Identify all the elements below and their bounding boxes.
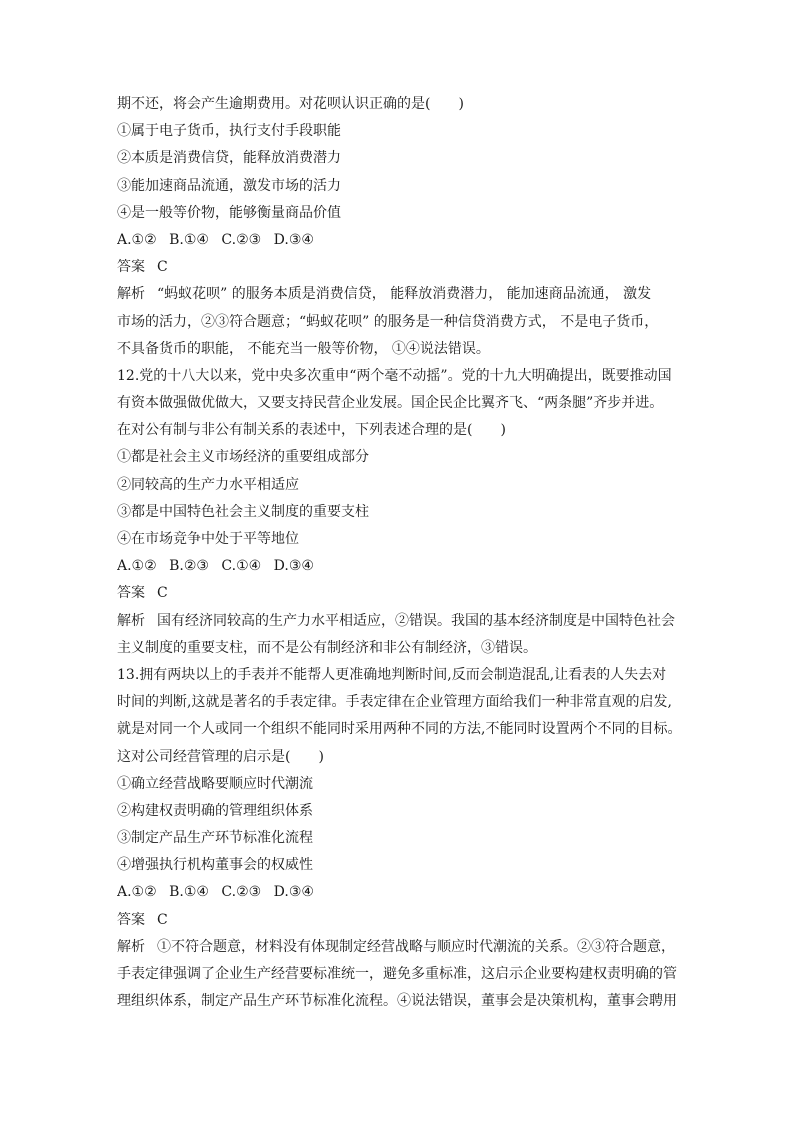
option-d: D.③④ <box>273 884 314 901</box>
analysis-line-2: 主义制度的重要支柱，而不是公有制经济和非公有制经济，③错误。 <box>117 639 537 656</box>
answer-row <box>117 580 682 607</box>
answer-label: 答案 <box>117 585 145 602</box>
option-a: A.①② <box>117 231 157 248</box>
choice-item-2: ②本质是消费信贷，能释放消费潜力 <box>117 150 341 167</box>
option-b: B.①④ <box>169 231 209 248</box>
analysis-line-2: 手表定律强调了企业生产经营要标准统一，避免多重标准，这启示企业要构建权责明确的管 <box>117 966 677 982</box>
analysis-label: 解析 <box>117 612 145 629</box>
option-c: C.②③ <box>221 884 262 901</box>
choice-item-1: ①确立经营战略要顺应时代潮流 <box>117 775 313 792</box>
answer-row <box>117 907 682 934</box>
analysis-text: “蚂蚁花呗” 的服务本质是消费信贷， 能释放消费潜力， 能加速商品流通， 激发 <box>157 286 652 303</box>
answer-value: C <box>157 911 168 928</box>
analysis-line-1 <box>117 608 682 635</box>
analysis-line-3: 不具备货币的职能， 不能充当一般等价物， ①④说法错误。 <box>117 340 490 357</box>
question-stem-line-2: 有资本做强做优做大，又要支持民营企业发展。国企民企比翼齐飞、“两条腿”齐步并进。 <box>117 395 664 412</box>
choice-item-3: ③能加速商品流通，激发市场的活力 <box>117 177 341 194</box>
analysis-line-2: 市场的活力，②③符合题意；“蚂蚁花呗” 的服务是一种信贷消费方式， 不是电子货币， <box>117 313 659 330</box>
choice-item-4: ④在市场竞争中处于平等地位 <box>117 531 299 547</box>
answer-label: 答案 <box>117 259 145 276</box>
answer-value: C <box>157 259 168 276</box>
analysis-label: 解析 <box>117 286 145 303</box>
choice-item-4: ④是一般等价物，能够衡量商品价值 <box>117 204 341 221</box>
option-a: A.①② <box>117 884 157 901</box>
analysis-line-3: 理组织体系，制定产品生产环节标准化流程。④说法错误，董事会是决策机构，董事会聘用 <box>117 993 677 1010</box>
question-11 <box>117 91 682 363</box>
answer-options <box>117 879 682 906</box>
question-stem-line: 期不还，将会产生逾期费用。对花呗认识正确的是( ) <box>117 96 464 112</box>
analysis-line-1 <box>117 281 682 308</box>
question-stem-line-1: 13.拥有两块以上的手表并不能帮人更准确地判断时间,反而会制造混乱,让看表的人失去对 <box>117 666 667 683</box>
choice-item-2: ②构建权责明确的管理组织体系 <box>117 802 313 819</box>
analysis-line-1 <box>117 934 682 961</box>
answer-value: C <box>157 585 168 602</box>
question-stem-line-3: 就是对同一个人或同一个组织不能同时采用两种不同的方法,不能同时设置两个不同的目标。 <box>117 721 682 738</box>
choice-item-1: ①属于电子货币，执行支付手段职能 <box>117 123 341 140</box>
option-b: B.①④ <box>169 884 209 901</box>
answer-options <box>117 227 682 254</box>
question-stem-line-2: 时间的判断,这就是著名的手表定律。手表定律在企业管理方面给我们一种非常直观的启发, <box>117 694 672 711</box>
option-c: C.②③ <box>221 231 262 248</box>
choice-item-3: ③制定产品生产环节标准化流程 <box>117 830 313 847</box>
answer-row <box>117 254 682 281</box>
question-12 <box>117 363 682 662</box>
answer-options <box>117 553 682 580</box>
question-stem-line-1: 12.党的十八大以来，党中央多次重申“两个毫不动摇”。党的十九大明确提出，既要推动国 <box>117 367 672 384</box>
question-13 <box>117 662 682 1015</box>
analysis-text: ①不符合题意，材料没有体现制定经营战略与顺应时代潮流的关系。②③符合题意， <box>157 938 675 955</box>
option-b: B.②③ <box>169 558 209 575</box>
choice-item-4: ④增强执行机构董事会的权威性 <box>117 857 313 874</box>
answer-label: 答案 <box>117 911 145 928</box>
choice-item-2: ②同较高的生产力水平相适应 <box>117 476 299 493</box>
option-a: A.①② <box>117 558 157 575</box>
option-d: D.③④ <box>273 231 314 248</box>
choice-item-1: ①都是社会主义市场经济的重要组成部分 <box>117 449 369 466</box>
option-d: D.③④ <box>273 558 314 575</box>
page-content <box>117 91 682 1015</box>
analysis-text: 国有经济同较高的生产力水平相适应，②错误。我国的基本经济制度是中国特色社会 <box>157 612 675 629</box>
choice-item-3: ③都是中国特色社会主义制度的重要支柱 <box>117 503 369 520</box>
option-c: C.①④ <box>221 558 262 575</box>
question-stem-line-4: 这对公司经营管理的启示是( ) <box>117 748 324 765</box>
question-stem-line-3: 在对公有制与非公有制关系的表述中，下列表述合理的是( ) <box>117 422 506 439</box>
analysis-label: 解析 <box>117 938 145 955</box>
